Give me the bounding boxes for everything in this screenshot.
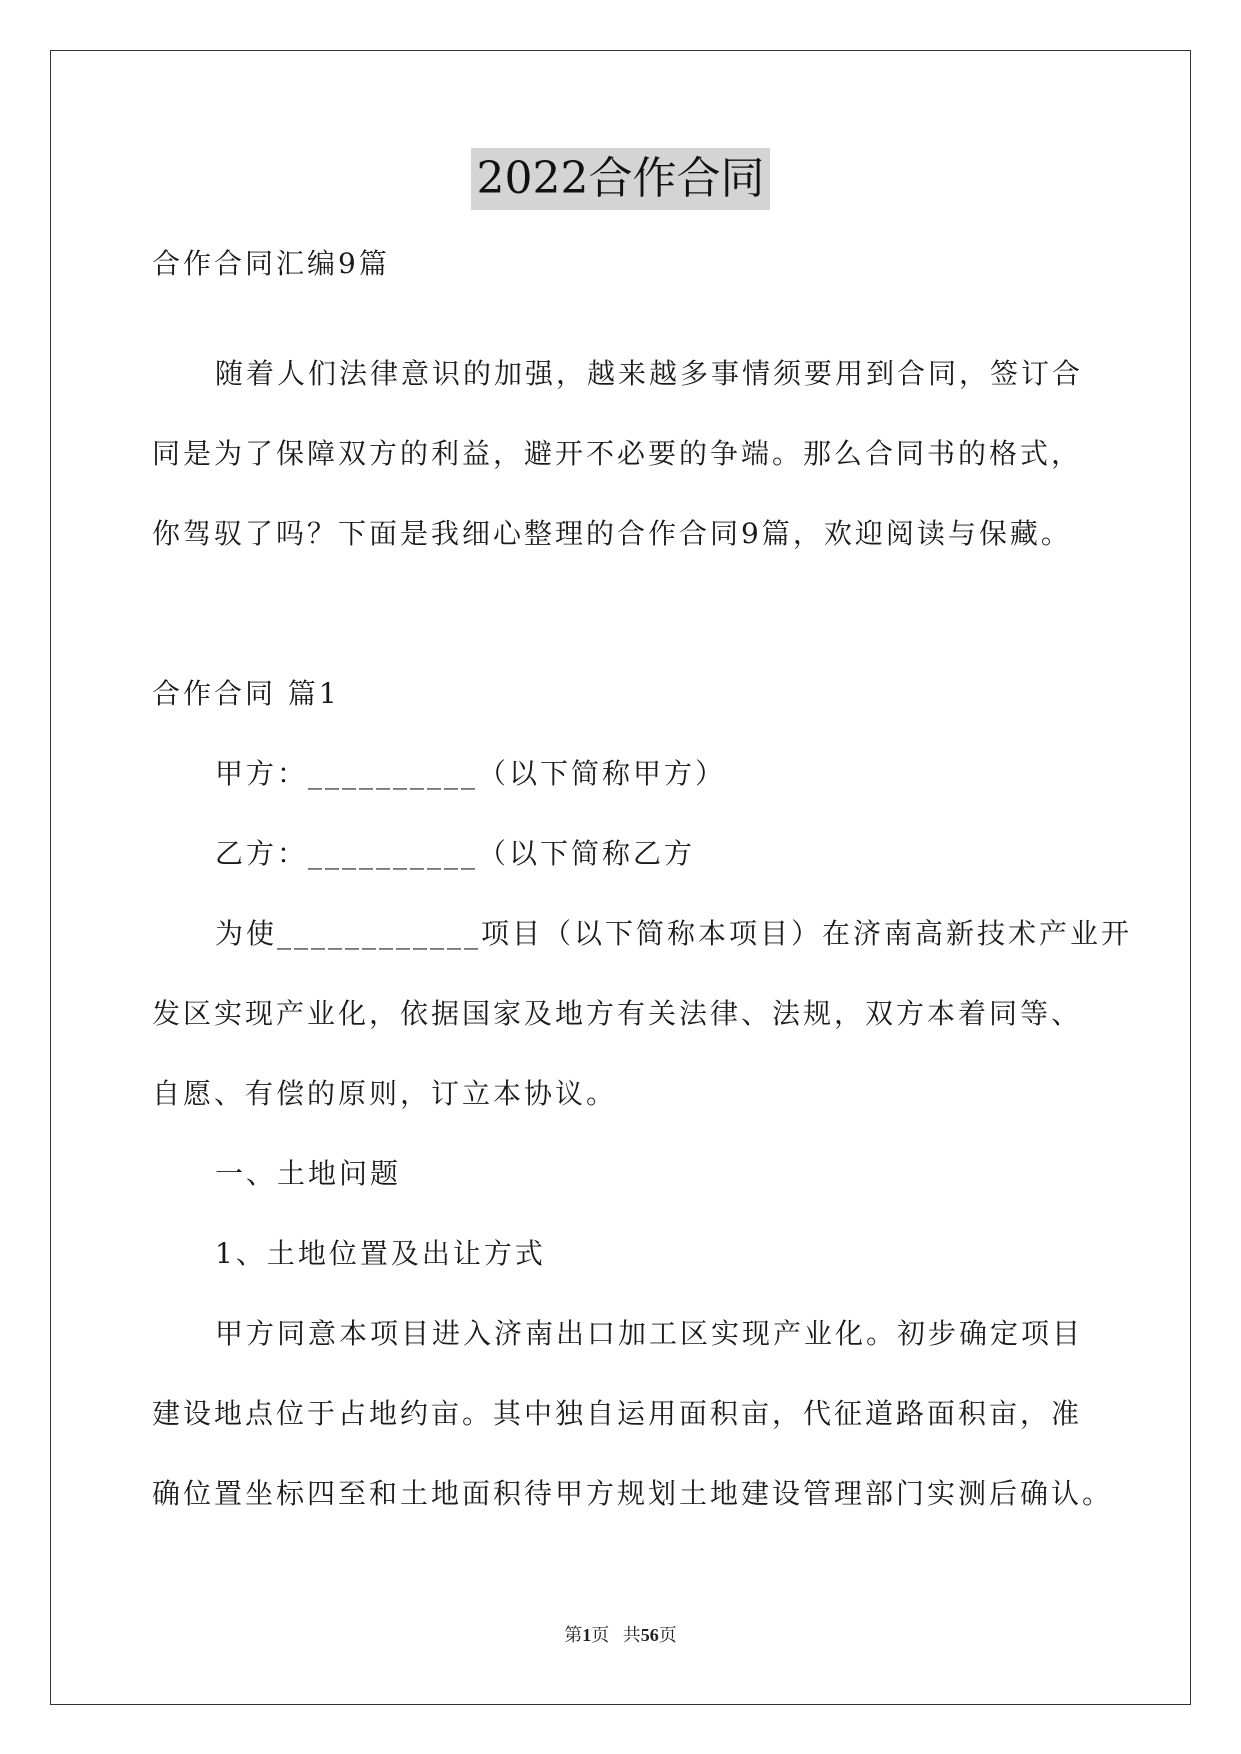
- page-footer: [0, 1622, 1241, 1648]
- intro-paragraph-line: 随着人们法律意识的加强，越来越多事情须要用到合同，签订合: [215, 357, 1084, 390]
- body-paragraph-line: 甲方同意本项目进入济南出口加工区实现产业化。初步确定项目: [215, 1317, 1084, 1350]
- page-border: [50, 50, 1191, 1705]
- title-text: 2022合作合同: [471, 148, 771, 210]
- body-paragraph-line: 建设地点位于占地约亩。其中独自运用面积亩，代征道路面积亩，准: [152, 1397, 1083, 1430]
- body-paragraph-line: 自愿、有偿的原则，订立本协议。: [152, 1077, 618, 1110]
- body-paragraph-line: 确位置坐标四至和土地面积待甲方规划土地建设管理部门实测后确认。: [152, 1477, 1114, 1510]
- section-heading: 合作合同 篇1: [152, 677, 340, 710]
- body-paragraph-line: 为使____________项目（以下简称本项目）在济南高新技术产业开: [215, 917, 1133, 950]
- intro-paragraph-line: 同是为了保障双方的利益，避开不必要的争端。那么合同书的格式，: [152, 437, 1083, 470]
- body-paragraph-line: 发区实现产业化，依据国家及地方有关法律、法规，双方本着同等、: [152, 997, 1083, 1030]
- page-number: 1: [582, 1625, 592, 1645]
- total-suffix: 页: [658, 1625, 677, 1645]
- page-suffix: 页: [591, 1625, 610, 1645]
- party-b-line: 乙方：__________（以下简称乙方: [215, 837, 696, 870]
- intro-paragraph-line: 你驾驭了吗？下面是我细心整理的合作合同9篇，欢迎阅读与保藏。: [152, 517, 1072, 550]
- total-pages: 56: [640, 1625, 659, 1645]
- party-a-line: 甲方：__________（以下简称甲方）: [215, 757, 727, 790]
- page-prefix: 第: [564, 1625, 583, 1645]
- document-title: [0, 148, 1241, 210]
- clause-heading: 一、土地问题: [215, 1157, 402, 1190]
- subtitle-line: 合作合同汇编9篇: [152, 247, 390, 280]
- subclause-heading: 1、土地位置及出让方式: [215, 1237, 546, 1270]
- total-prefix: 共: [622, 1625, 641, 1645]
